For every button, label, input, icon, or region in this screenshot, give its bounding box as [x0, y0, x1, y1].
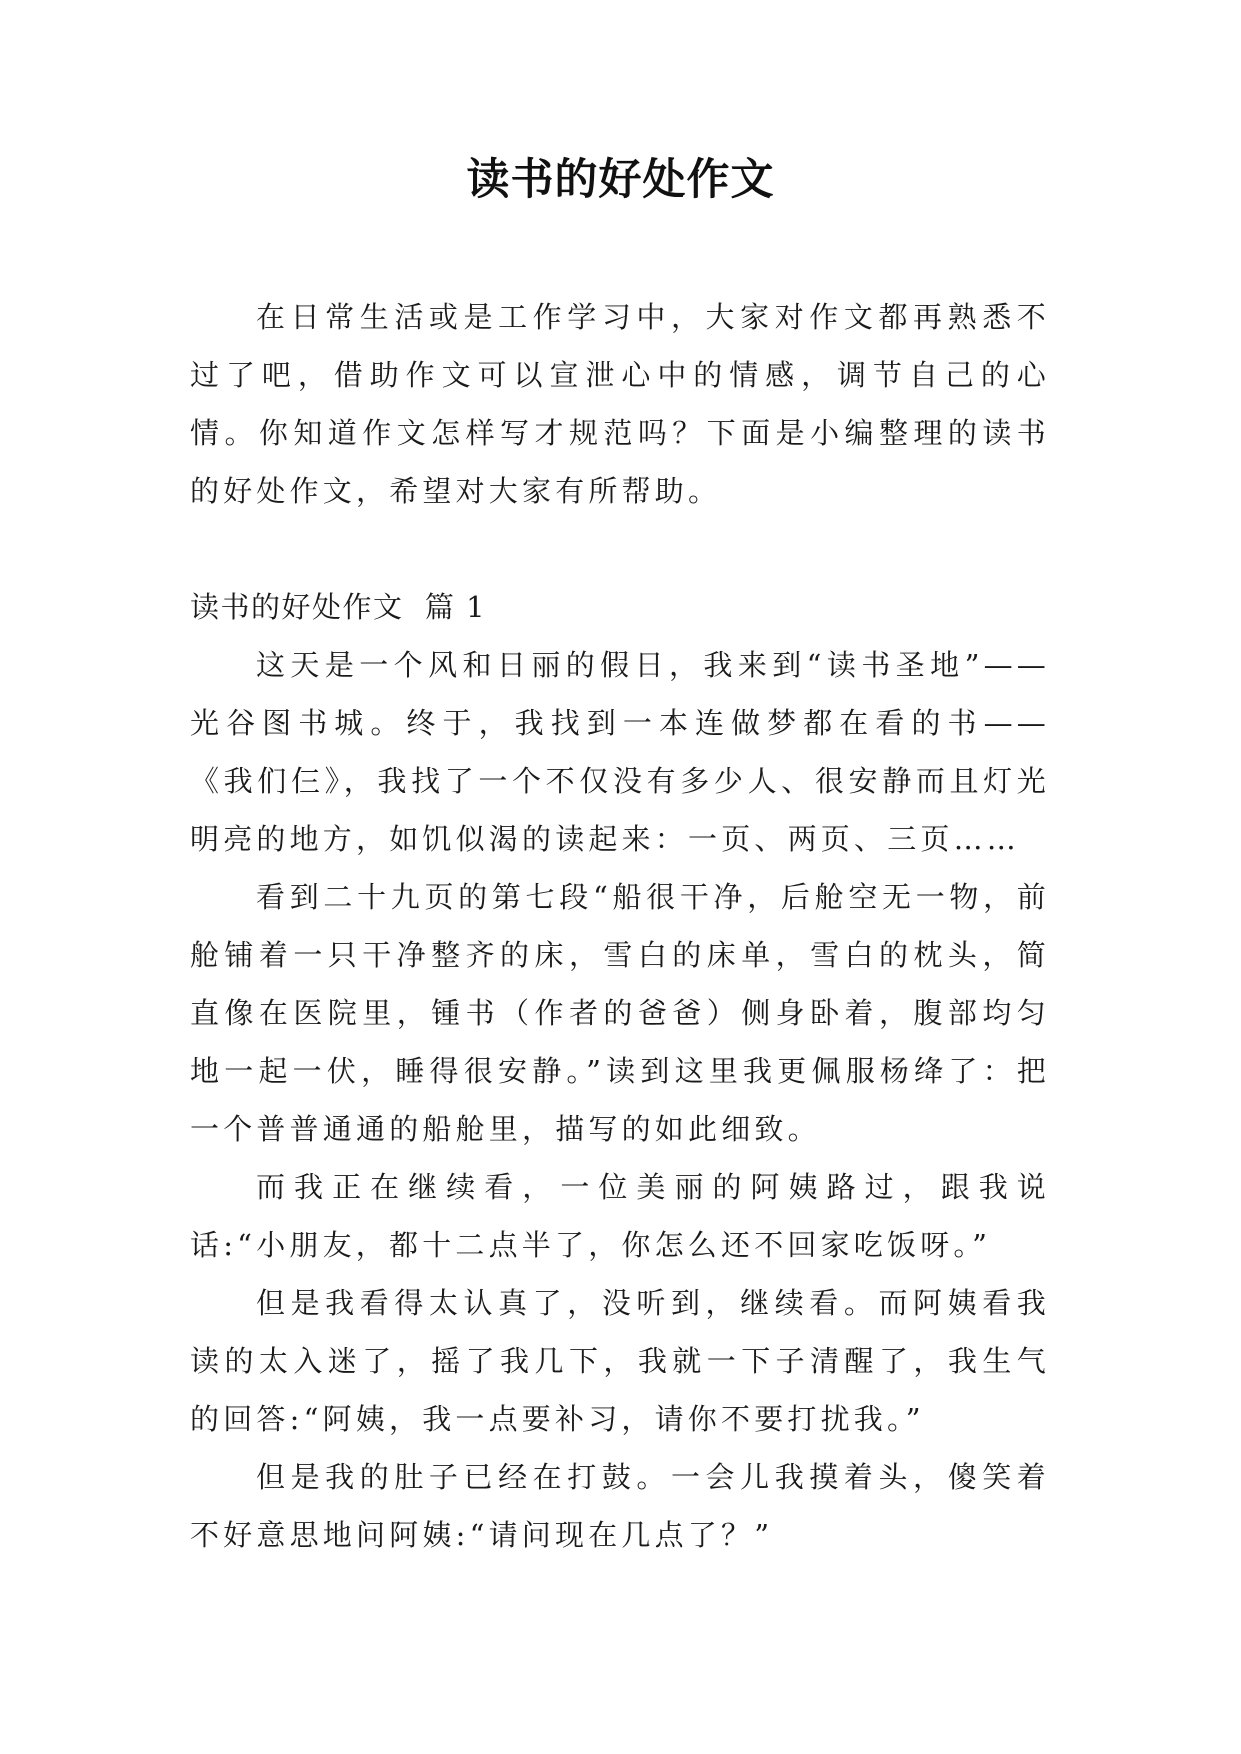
intro-paragraph: 在日常生活或是工作学习中，大家对作文都再熟悉不过了吧，借助作文可以宣泄心中的情感，调节自己的心情。你知道作文怎样写才规范吗？下面是小编整理的读书的好处作文，希望对大家有所帮助。 — [190, 300, 1050, 508]
body-paragraph: 而我正在继续看，一位美丽的阿姨路过，跟我说话:“小朋友，都十二点半了，你怎么还不回家吃饭呀。” — [190, 1170, 1050, 1262]
section-heading: 读书的好处作文 篇 1 — [190, 590, 487, 624]
body-paragraph: 看到二十九页的第七段“船很干净，后舱空无一物，前舱铺着一只干净整齐的床，雪白的床单，雪白的枕头，简直像在医院里，锺书（作者的爸爸）侧身卧着，腹部均匀地一起一伏，睡得很安静。”读到这里我更佩服杨绛了：把一个普普通通的船舱里，描写的如此细致。 — [190, 880, 1050, 1146]
body-paragraph: 这天是一个风和日丽的假日，我来到“读书圣地”——光谷图书城。终于，我找到一本连做梦都在看的书——《我们仨》，我找了一个不仅没有多少人、很安静而且灯光明亮的地方，如饥似渴的读起来：一页、两页、三页…… — [190, 648, 1050, 856]
body-paragraph: 但是我的肚子已经在打鼓。一会儿我摸着头，傻笑着不好意思地问阿姨:“请问现在几点了？” — [190, 1460, 1050, 1552]
document-body — [190, 288, 1050, 1564]
body-paragraph: 但是我看得太认真了，没听到，继续看。而阿姨看我读的太入迷了，摇了我几下，我就一下子清醒了，我生气的回答:“阿姨，我一点要补习，请你不要打扰我。” — [190, 1286, 1050, 1436]
document-title: 读书的好处作文 — [466, 155, 775, 205]
